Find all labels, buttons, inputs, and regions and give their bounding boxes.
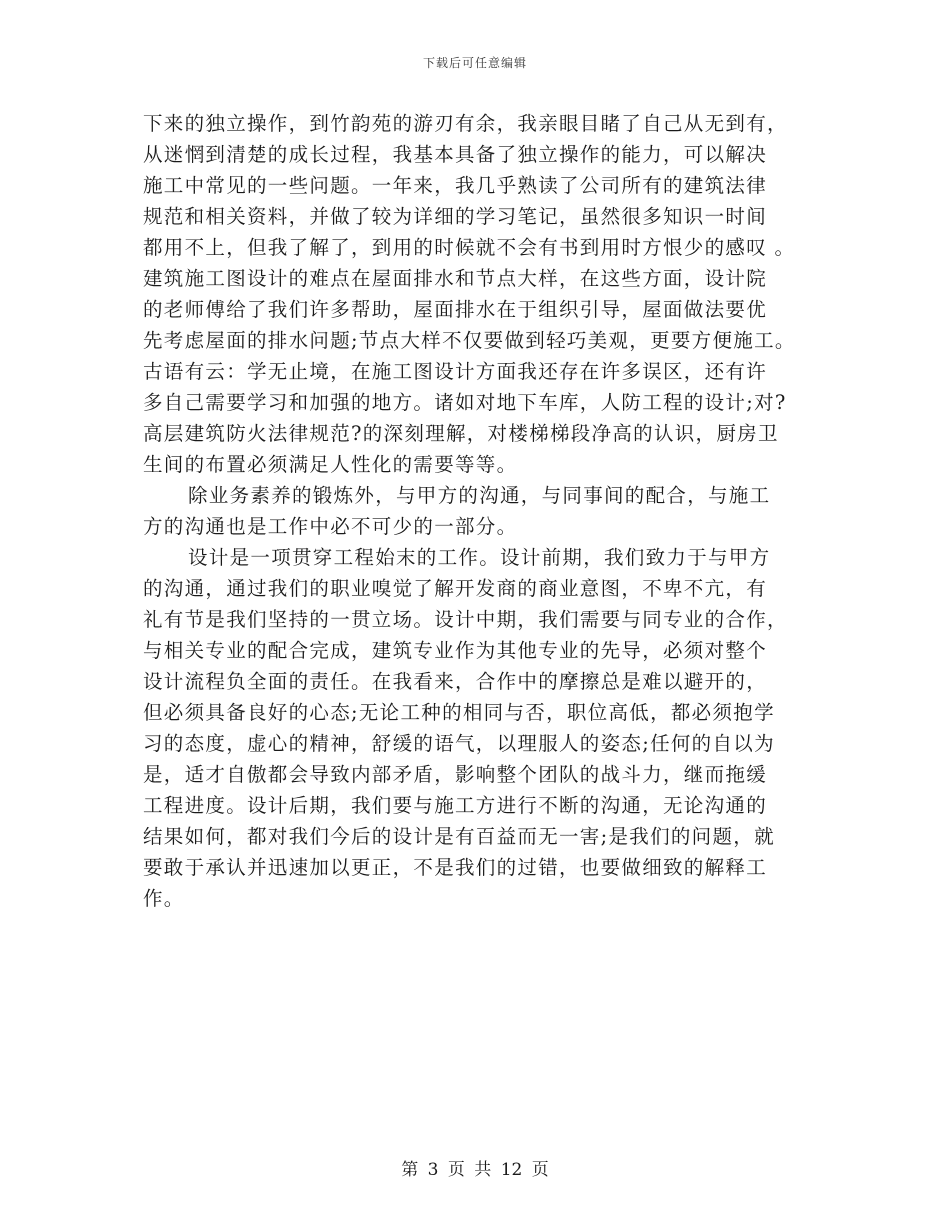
text-line: 作。: [143, 887, 185, 910]
text-line: 要敢于承认并迅速加以更正，不是我们的过错，也要做细致的解释工: [143, 856, 768, 879]
text-line: 施工中常见的一些问题。一年来，我几乎熟读了公司所有的建筑法律: [143, 174, 768, 197]
text-line: 建筑施工图设计的难点在屋面排水和节点大样，在这些方面，设计院: [143, 267, 768, 290]
document-body: [143, 108, 823, 914]
text-line: 生间的布置必须满足人性化的需要等等。: [143, 453, 518, 476]
text-line: 设计流程负全面的责任。在我看来，合作中的摩擦总是难以避开的，: [143, 670, 768, 693]
text-line: 都用不上，但我了解了，到用的时候就不会有书到用时方恨少的感叹 。: [143, 236, 796, 259]
text-line: 的沟通，通过我们的职业嗅觉了解开发商的商业意图，不卑不亢，有: [143, 577, 768, 600]
text-line: 是，适才自傲都会导致内部矛盾，影响整个团队的战斗力，继而拖缓: [143, 763, 768, 786]
text-line: 但必须具备良好的心态;无论工种的相同与否，职位高低，都必须抱学: [143, 701, 775, 724]
text-line: 的老师傅给了我们许多帮助，屋面排水在于组织引导，屋面做法要优: [143, 298, 768, 321]
text-line: 工程进度。设计后期，我们要与施工方进行不断的沟通，无论沟通的: [143, 794, 768, 817]
text-line: 规范和相关资料，并做了较为详细的学习笔记，虽然很多知识一时间: [143, 205, 768, 228]
text-line: 古语有云：学无止境，在施工图设计方面我还存在许多误区，还有许: [143, 360, 768, 383]
text-line: 结果如何，都对我们今后的设计是有百益而无一害;是我们的问题，就: [143, 825, 775, 848]
text-line: 多自己需要学习和加强的地方。诸如对地下车库，人防工程的设计;对?: [143, 391, 787, 414]
paragraph-start-line: 设计是一项贯穿工程始末的工作。设计前期，我们致力于与甲方: [188, 546, 771, 569]
text-line: 与相关专业的配合完成，建筑专业作为其他专业的先导，必须对整个: [143, 639, 768, 662]
page-header-note: 下载后可任意编辑: [422, 56, 527, 70]
text-line: 先考虑屋面的排水问题;节点大样不仅要做到轻巧美观，更要方便施工。: [143, 329, 796, 352]
paragraph-start-line: 除业务素养的锻炼外，与甲方的沟通，与同事间的配合，与施工: [188, 484, 771, 507]
text-line: 方的沟通也是工作中必不可少的一部分。: [143, 515, 518, 538]
text-line: 习的态度，虚心的精神，舒缓的语气，以理服人的姿态;任何的自以为: [143, 732, 775, 755]
page-number: 第 3 页 共 12 页: [401, 1160, 549, 1180]
text-line: 礼有节是我们坚持的一贯立场。设计中期，我们需要与同专业的合作，: [143, 608, 788, 631]
text-line: 高层建筑防火法律规范?的深刻理解，对楼梯梯段净高的认识，厨房卫: [143, 422, 779, 445]
text-line: 从迷惘到清楚的成长过程，我基本具备了独立操作的能力，可以解决: [143, 143, 768, 166]
text-line: 下来的独立操作，到竹韵苑的游刃有余，我亲眼目睹了自己从无到有，: [143, 112, 788, 135]
